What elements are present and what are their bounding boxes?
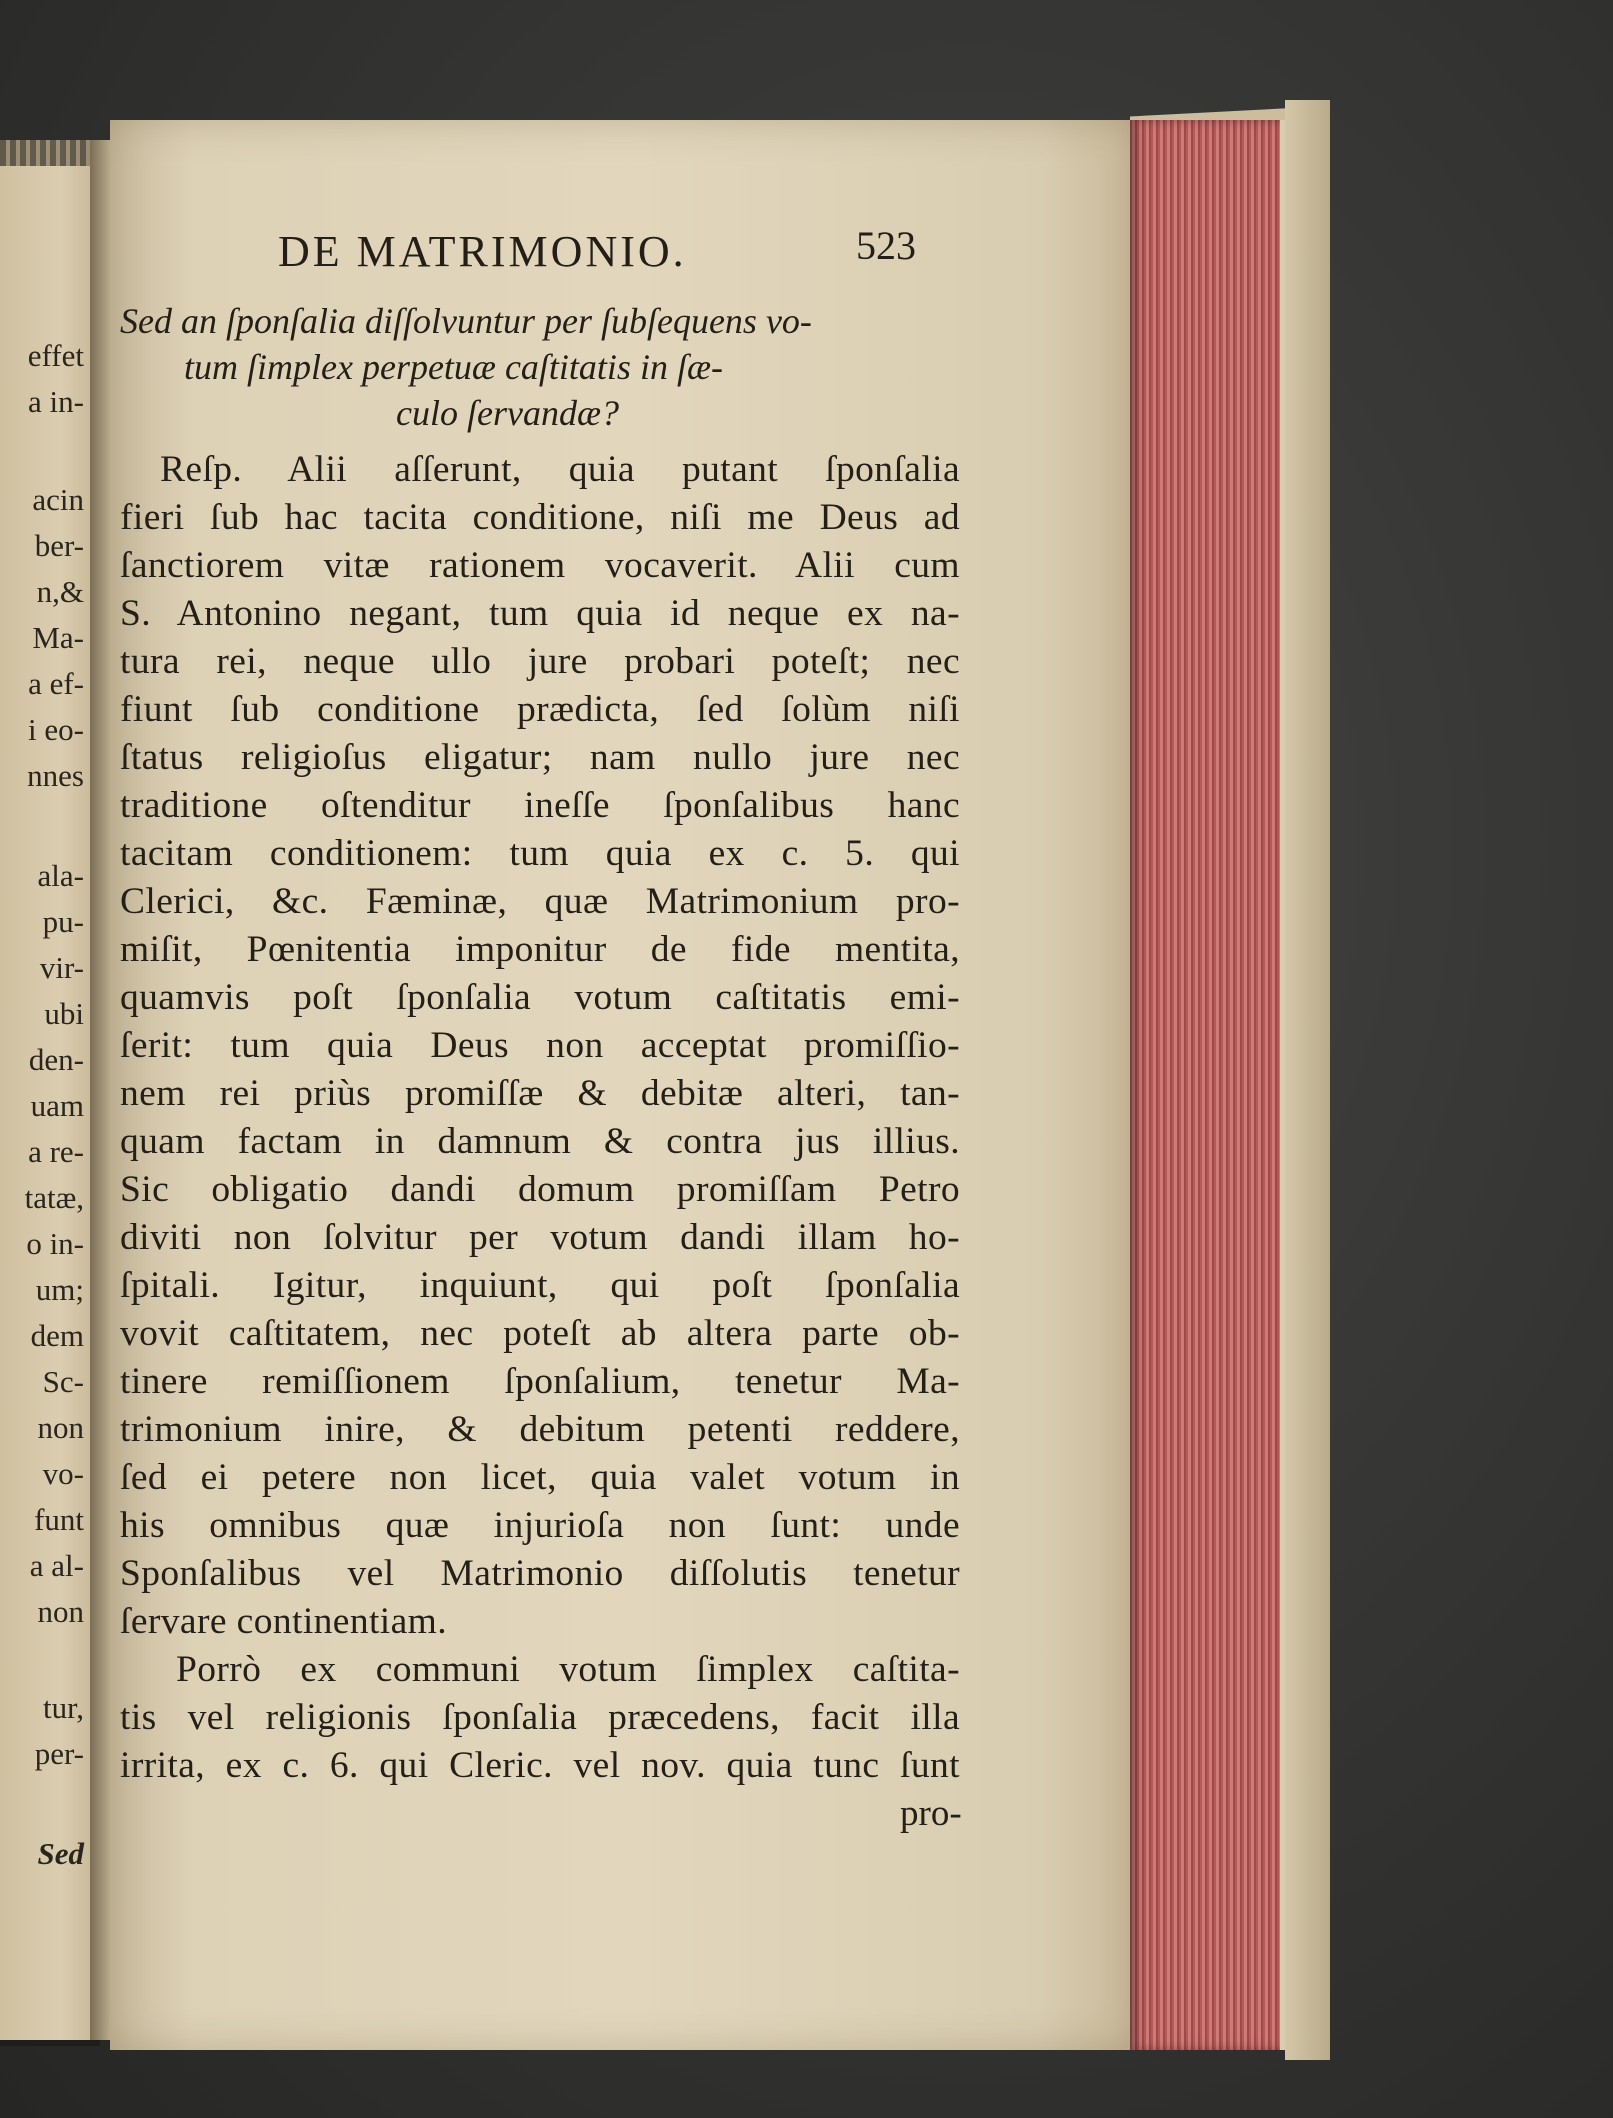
left-fragment: i eo- [28,712,84,747]
body-line: S. Antonino negant, tum quia id neque ex na- [120,593,960,634]
left-fragment: acin [32,482,84,517]
red-page-edges [1130,120,1288,2050]
body-line: diviti non ſolvitur per votum dandi illam ho- [120,1217,960,1258]
left-page-text [0,0,84,2118]
left-fragment: ala- [37,858,84,893]
body-line: ſtatus religioſus eligatur; nam nullo jure nec [120,737,960,778]
body-line: Reſp. Alii aſſerunt, quia putant ſponſalia [160,449,960,490]
body-line: miſit, Pœnitentia imponitur de fide mentita, [120,929,960,970]
body-line: tura rei, neque ullo jure probari poteſt; nec [120,641,960,682]
body-line: Clerici, &c. Fæminæ, quæ Matrimonium pro- [120,881,960,922]
body-line: fiunt ſub conditione prædicta, ſed ſolùm niſi [120,689,960,730]
body-line: trimonium inire, & debitum petenti reddere, [120,1409,960,1450]
left-fragment: Sc- [42,1364,84,1399]
left-fragment: a re- [28,1134,84,1169]
body-line: quam factam in damnum & contra jus illius. [120,1121,960,1162]
body-line: quamvis poſt ſponſalia votum caſtitatis emi- [120,977,960,1018]
left-fragment: pu- [42,904,84,939]
body-line: Sic obligatio dandi domum promiſſam Petro [120,1169,960,1210]
left-fragment: um; [35,1272,84,1307]
body-line: his omnibus quæ injurioſa non ſunt: unde [120,1505,960,1546]
left-fragment: a ef- [28,666,84,701]
question-title-line: culo ſervandæ? [396,393,619,433]
body-line: ſed ei petere non licet, quia valet votum in [120,1457,960,1498]
left-fragment: per- [34,1736,84,1771]
catchword: pro- [900,1793,962,1834]
body-line: Porrò ex communi votum ſimplex caſtita- [176,1649,960,1690]
left-fragment: vo- [42,1456,84,1491]
body-line: irrita, ex c. 6. qui Cleric. vel nov. quia tunc ſunt [120,1745,960,1786]
left-catchword: Sed [37,1836,84,1871]
left-fragment: effet [27,338,84,373]
body-line: ſanctiorem vitæ rationem vocaverit. Alii cum [120,545,960,586]
left-fragment: non [37,1410,84,1445]
left-fragment: ber- [34,528,84,563]
left-fragment: vir- [39,950,84,985]
left-fragment: n,& [36,574,84,609]
body-line: fieri ſub hac tacita conditione, niſi me Deus ad [120,497,960,538]
left-fragment: a al- [29,1548,84,1583]
left-fragment: ubi [44,996,84,1031]
left-fragment: den- [28,1042,84,1077]
body-line: tacitam conditionem: tum quia ex c. 5. qui [120,833,960,874]
left-fragment: tur, [43,1690,84,1725]
running-head: DE MATRIMONIO. [278,227,687,276]
body-line: ſpitali. Igitur, inquiunt, qui poſt ſponſalia [120,1265,960,1306]
left-fragment: uam [30,1088,84,1123]
left-fragment: tatæ, [24,1180,84,1215]
body-line: Sponſalibus vel Matrimonio diſſolutis tenetur [120,1553,960,1594]
body-line: ſervare continentiam. [120,1601,448,1642]
book-cover-edge [1285,100,1330,2060]
body-line: nem rei priùs promiſſæ & debitæ alteri, tan- [120,1073,960,1114]
question-title-line: Sed an ſponſalia diſſolvuntur per ſubſequens vo- [120,301,812,341]
question-title-line: tum ſimplex perpetuæ caſtitatis in ſæ- [184,347,723,387]
body-line: ſerit: tum quia Deus non acceptat promiſſio- [120,1025,960,1066]
left-fragment: nnes [27,758,84,793]
body-line: tinere remiſſionem ſponſalium, tenetur Ma- [120,1361,960,1402]
body-line: traditione oſtenditur ineſſe ſponſalibus hanc [120,785,960,826]
left-fragment: Ma- [32,620,84,655]
left-fragment: non [37,1594,84,1629]
body-line: tis vel religionis ſponſalia præcedens, facit illa [120,1697,960,1738]
left-fragment: dem [30,1318,84,1353]
left-fragment: o in- [26,1226,84,1261]
page-number: 523 [856,223,916,268]
left-fragment: funt [34,1502,84,1537]
body-line: vovit caſtitatem, nec poteſt ab altera parte ob- [120,1313,960,1354]
left-fragment: a in- [28,384,84,419]
